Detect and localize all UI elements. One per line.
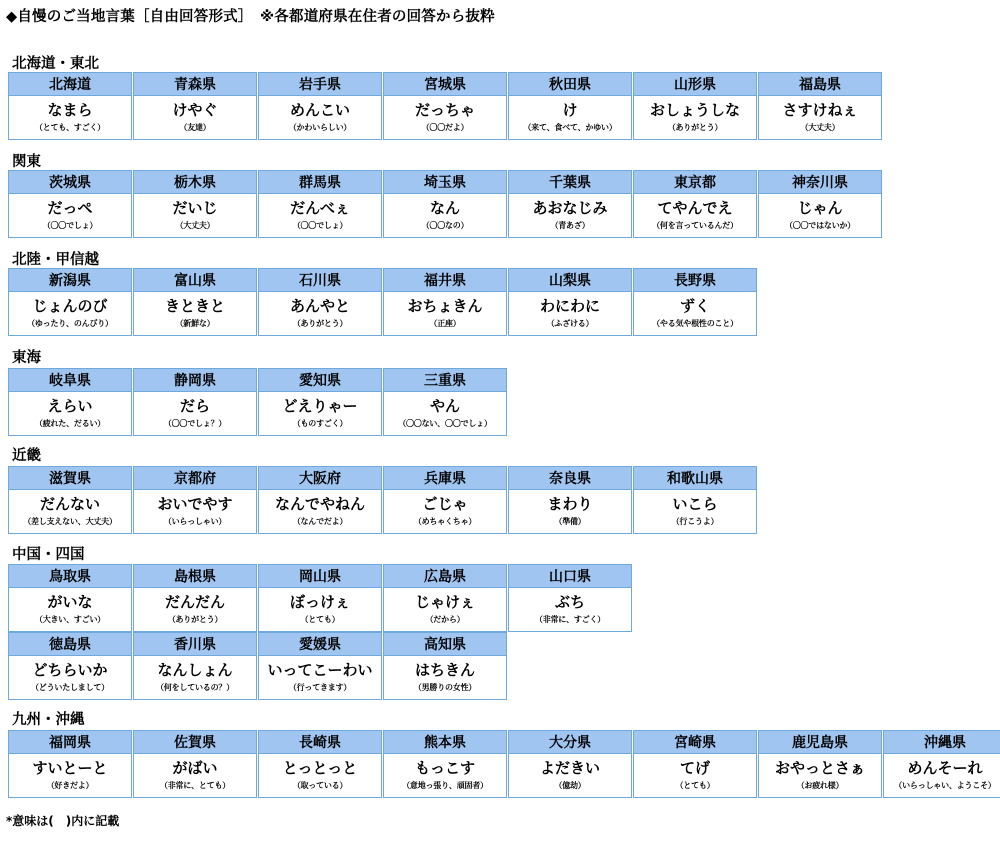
dialect-cell xyxy=(383,268,507,336)
dialect-cell xyxy=(508,466,632,534)
prefecture-name: 滋賀県 xyxy=(9,467,131,490)
dialect-cell xyxy=(8,72,132,140)
dialect-meaning: （取っている） xyxy=(292,781,348,790)
dialect-cell xyxy=(258,368,382,436)
region-table xyxy=(8,170,1000,238)
prefecture-name: 長崎県 xyxy=(259,731,381,754)
prefecture-name: 富山県 xyxy=(134,269,256,292)
prefecture-name: 奈良県 xyxy=(509,467,631,490)
dialect-word: おやっとさぁ xyxy=(774,759,865,777)
page-title: ◆自慢のご当地言葉［自由回答形式］ ※各都道府県在住者の回答から抜粋 xyxy=(6,9,495,25)
dialect-word: じゃん xyxy=(797,199,843,217)
prefecture-name: 群馬県 xyxy=(259,171,381,194)
dialect-meaning: （準備） xyxy=(554,517,586,526)
dialect-cell xyxy=(508,170,632,238)
dialect-word: おいでやす xyxy=(157,495,233,513)
dialect-cell xyxy=(8,466,132,534)
region-heading: 東海 xyxy=(12,350,41,366)
dialect-cell xyxy=(258,268,382,336)
dialect-word: がいな xyxy=(47,593,93,611)
dialect-meaning: （ゆったり、のんびり） xyxy=(27,319,113,328)
region-heading: 関東 xyxy=(12,154,41,170)
prefecture-name: 鳥取県 xyxy=(9,565,131,588)
dialect-word: だんない xyxy=(39,495,100,513)
dialect-cell xyxy=(383,466,507,534)
dialect-meaning: （〇〇だよ） xyxy=(421,123,469,132)
prefecture-name: 高知県 xyxy=(384,633,506,656)
prefecture-name: 三重県 xyxy=(384,369,506,392)
dialect-cell xyxy=(133,72,257,140)
dialect-meaning: （やる気や根性のこと） xyxy=(652,319,738,328)
dialect-meaning: （ものすごく） xyxy=(292,419,348,428)
dialect-meaning: （〇〇ではないか） xyxy=(784,221,856,230)
dialect-word: じゃけぇ xyxy=(414,593,475,611)
dialect-cell xyxy=(258,466,382,534)
prefecture-name: 北海道 xyxy=(9,73,131,96)
region-heading: 九州・沖縄 xyxy=(12,712,85,728)
prefecture-name: 埼玉県 xyxy=(384,171,506,194)
dialect-meaning: （正座） xyxy=(429,319,461,328)
dialect-cell xyxy=(758,730,882,798)
dialect-word: だいじ xyxy=(172,199,218,217)
prefecture-name: 徳島県 xyxy=(9,633,131,656)
dialect-word: あおなじみ xyxy=(532,199,608,217)
region-table xyxy=(8,268,1000,336)
dialect-cell xyxy=(258,632,382,700)
prefecture-name: 青森県 xyxy=(134,73,256,96)
region-table xyxy=(8,368,1000,436)
dialect-meaning: （ありがとう） xyxy=(667,123,723,132)
dialect-cell xyxy=(633,268,757,336)
dialect-meaning: （大丈夫） xyxy=(175,221,215,230)
dialect-meaning: （〇〇でしょ） xyxy=(292,221,348,230)
dialect-cell xyxy=(8,564,132,632)
region-table xyxy=(8,72,1000,140)
prefecture-name: 大分県 xyxy=(509,731,631,754)
dialect-word: け xyxy=(562,101,578,119)
dialect-meaning: （意地っ張り、頑固者） xyxy=(402,781,488,790)
dialect-meaning: （なんでだよ） xyxy=(292,517,348,526)
dialect-word: ごじゃ xyxy=(422,495,468,513)
region-table xyxy=(8,564,1000,700)
dialect-cell xyxy=(383,632,507,700)
dialect-meaning: （〇〇でしょ） xyxy=(42,221,98,230)
dialect-word: よだきい xyxy=(539,759,600,777)
dialect-meaning: （男勝りの女性） xyxy=(413,683,477,692)
dialect-word: やん xyxy=(429,397,460,415)
dialect-meaning: （青あざ） xyxy=(550,221,590,230)
dialect-word: なまら xyxy=(47,101,93,119)
prefecture-name: 愛媛県 xyxy=(259,633,381,656)
prefecture-name: 大阪府 xyxy=(259,467,381,490)
dialect-cell xyxy=(8,632,132,700)
dialect-cell xyxy=(508,564,632,632)
dialect-word: どちらいか xyxy=(32,661,108,679)
dialect-meaning: （だから） xyxy=(425,615,465,624)
dialect-cell xyxy=(8,730,132,798)
dialect-word: てやんでえ xyxy=(657,199,733,217)
prefecture-name: 茨城県 xyxy=(9,171,131,194)
region-heading: 近畿 xyxy=(12,448,41,464)
prefecture-name: 長野県 xyxy=(634,269,756,292)
dialect-meaning: （とても） xyxy=(675,781,715,790)
dialect-word: けやぐ xyxy=(172,101,218,119)
dialect-word: さすけねぇ xyxy=(782,101,858,119)
dialect-cell xyxy=(133,466,257,534)
dialect-meaning: （〇〇でしょ？） xyxy=(163,419,227,428)
dialect-meaning: （友達） xyxy=(179,123,211,132)
prefecture-name: 福井県 xyxy=(384,269,506,292)
dialect-word: めんそーれ xyxy=(907,759,983,777)
dialect-cell xyxy=(258,564,382,632)
dialect-word: どえりゃー xyxy=(282,397,358,415)
dialect-cell xyxy=(633,170,757,238)
dialect-cell xyxy=(633,466,757,534)
dialect-cell xyxy=(508,730,632,798)
dialect-cell xyxy=(133,564,257,632)
dialect-cell xyxy=(8,170,132,238)
prefecture-name: 宮崎県 xyxy=(634,731,756,754)
dialect-meaning: （億劫） xyxy=(554,781,586,790)
dialect-cell xyxy=(883,730,1000,798)
dialect-word: だんだん xyxy=(164,593,225,611)
prefecture-name: 栃木県 xyxy=(134,171,256,194)
prefecture-name: 東京都 xyxy=(634,171,756,194)
region-table xyxy=(8,466,1000,534)
dialect-cell xyxy=(383,730,507,798)
prefecture-name: 静岡県 xyxy=(134,369,256,392)
dialect-cell xyxy=(258,72,382,140)
dialect-meaning: （行ってきます） xyxy=(288,683,352,692)
dialect-meaning: （疲れた、だるい） xyxy=(34,419,106,428)
prefecture-name: 香川県 xyxy=(134,633,256,656)
dialect-word: きときと xyxy=(164,297,225,315)
dialect-word: だっぺ xyxy=(47,199,93,217)
dialect-word: ぶち xyxy=(554,593,585,611)
dialect-word: あんやと xyxy=(289,297,350,315)
dialect-word: もっこす xyxy=(414,759,475,777)
dialect-meaning: （〇〇ない、〇〇でしょ） xyxy=(398,419,492,428)
footnote: *意味は( )内に記載 xyxy=(6,814,120,828)
region-table xyxy=(8,730,1000,798)
prefecture-name: 石川県 xyxy=(259,269,381,292)
dialect-cell xyxy=(8,368,132,436)
dialect-meaning: （いらっしゃい） xyxy=(163,517,227,526)
prefecture-name: 岐阜県 xyxy=(9,369,131,392)
prefecture-name: 福島県 xyxy=(759,73,881,96)
prefecture-name: 宮城県 xyxy=(384,73,506,96)
dialect-meaning: （お疲れ様） xyxy=(796,781,844,790)
dialect-word: ぼっけぇ xyxy=(289,593,350,611)
dialect-word: なんしょん xyxy=(157,661,233,679)
dialect-meaning: （ふざける） xyxy=(546,319,594,328)
dialect-cell xyxy=(508,72,632,140)
dialect-word: めんこい xyxy=(289,101,350,119)
prefecture-name: 新潟県 xyxy=(9,269,131,292)
dialect-meaning: （好きだよ） xyxy=(46,781,94,790)
dialect-word: えらい xyxy=(47,397,93,415)
dialect-meaning: （差し支えない、大丈夫） xyxy=(23,517,117,526)
dialect-cell xyxy=(133,632,257,700)
dialect-cell xyxy=(633,730,757,798)
dialect-meaning: （行こうよ） xyxy=(671,517,719,526)
prefecture-name: 広島県 xyxy=(384,565,506,588)
prefecture-name: 山梨県 xyxy=(509,269,631,292)
dialect-meaning: （いらっしゃい、ようこそ） xyxy=(894,781,996,790)
dialect-word: おしょうしな xyxy=(649,101,740,119)
dialect-cell xyxy=(8,268,132,336)
dialect-word: だら xyxy=(179,397,210,415)
dialect-meaning: （ありがとう） xyxy=(292,319,348,328)
prefecture-name: 岡山県 xyxy=(259,565,381,588)
dialect-word: ずく xyxy=(679,297,710,315)
region-heading: 北海道・東北 xyxy=(12,56,99,72)
dialect-cell xyxy=(758,72,882,140)
dialect-meaning: （大丈夫） xyxy=(800,123,840,132)
dialect-cell xyxy=(633,72,757,140)
dialect-meaning: （かわいらしい） xyxy=(288,123,352,132)
dialect-cell xyxy=(133,268,257,336)
dialect-meaning: （新鮮な） xyxy=(175,319,215,328)
dialect-word: なんでやねん xyxy=(274,495,365,513)
dialect-meaning: （非常に、すごく） xyxy=(534,615,606,624)
prefecture-name: 和歌山県 xyxy=(634,467,756,490)
dialect-meaning: （〇〇なの） xyxy=(421,221,469,230)
prefecture-name: 福岡県 xyxy=(9,731,131,754)
dialect-meaning: （ありがとう） xyxy=(167,615,223,624)
prefecture-name: 愛知県 xyxy=(259,369,381,392)
dialect-word: いこら xyxy=(672,495,718,513)
dialect-word: じょんのび xyxy=(32,297,108,315)
dialect-cell xyxy=(258,170,382,238)
dialect-cell xyxy=(383,564,507,632)
dialect-cell xyxy=(383,72,507,140)
prefecture-name: 兵庫県 xyxy=(384,467,506,490)
dialect-cell xyxy=(508,268,632,336)
prefecture-name: 京都府 xyxy=(134,467,256,490)
dialect-meaning: （何を言っているんだ） xyxy=(652,221,738,230)
dialect-meaning: （来て、食べて、かゆい） xyxy=(523,123,617,132)
dialect-cell xyxy=(758,170,882,238)
prefecture-name: 佐賀県 xyxy=(134,731,256,754)
dialect-meaning: （何をしているの？） xyxy=(156,683,234,692)
dialect-meaning: （どういたしまして） xyxy=(31,683,109,692)
region-heading: 中国・四国 xyxy=(12,547,85,563)
prefecture-name: 山形県 xyxy=(634,73,756,96)
dialect-word: なん xyxy=(429,199,460,217)
dialect-cell xyxy=(133,730,257,798)
dialect-word: まわり xyxy=(547,495,593,513)
dialect-cell xyxy=(383,170,507,238)
region-heading: 北陸・甲信越 xyxy=(12,252,99,268)
dialect-cell xyxy=(383,368,507,436)
prefecture-name: 神奈川県 xyxy=(759,171,881,194)
dialect-cell xyxy=(258,730,382,798)
prefecture-name: 秋田県 xyxy=(509,73,631,96)
prefecture-name: 島根県 xyxy=(134,565,256,588)
dialect-word: とっとっと xyxy=(282,759,358,777)
dialect-cell xyxy=(133,170,257,238)
dialect-word: だっちゃ xyxy=(414,101,475,119)
prefecture-name: 鹿児島県 xyxy=(759,731,881,754)
dialect-word: てげ xyxy=(679,759,710,777)
dialect-cell xyxy=(133,368,257,436)
dialect-word: いってこーわい xyxy=(267,661,373,679)
prefecture-name: 千葉県 xyxy=(509,171,631,194)
dialect-meaning: （大きい、すごい） xyxy=(34,615,106,624)
dialect-word: おちょきん xyxy=(407,297,483,315)
prefecture-name: 山口県 xyxy=(509,565,631,588)
dialect-word: すいとーと xyxy=(32,759,108,777)
dialect-word: がばい xyxy=(172,759,218,777)
prefecture-name: 沖縄県 xyxy=(884,731,1000,754)
dialect-meaning: （めちゃくちゃ） xyxy=(413,517,477,526)
dialect-meaning: （とても、すごく） xyxy=(34,123,106,132)
dialect-word: わにわに xyxy=(539,297,600,315)
prefecture-name: 岩手県 xyxy=(259,73,381,96)
dialect-word: はちきん xyxy=(414,661,475,679)
dialect-word: だんべぇ xyxy=(290,199,350,217)
prefecture-name: 熊本県 xyxy=(384,731,506,754)
dialect-meaning: （非常に、とても） xyxy=(159,781,231,790)
dialect-meaning: （とても） xyxy=(300,615,340,624)
